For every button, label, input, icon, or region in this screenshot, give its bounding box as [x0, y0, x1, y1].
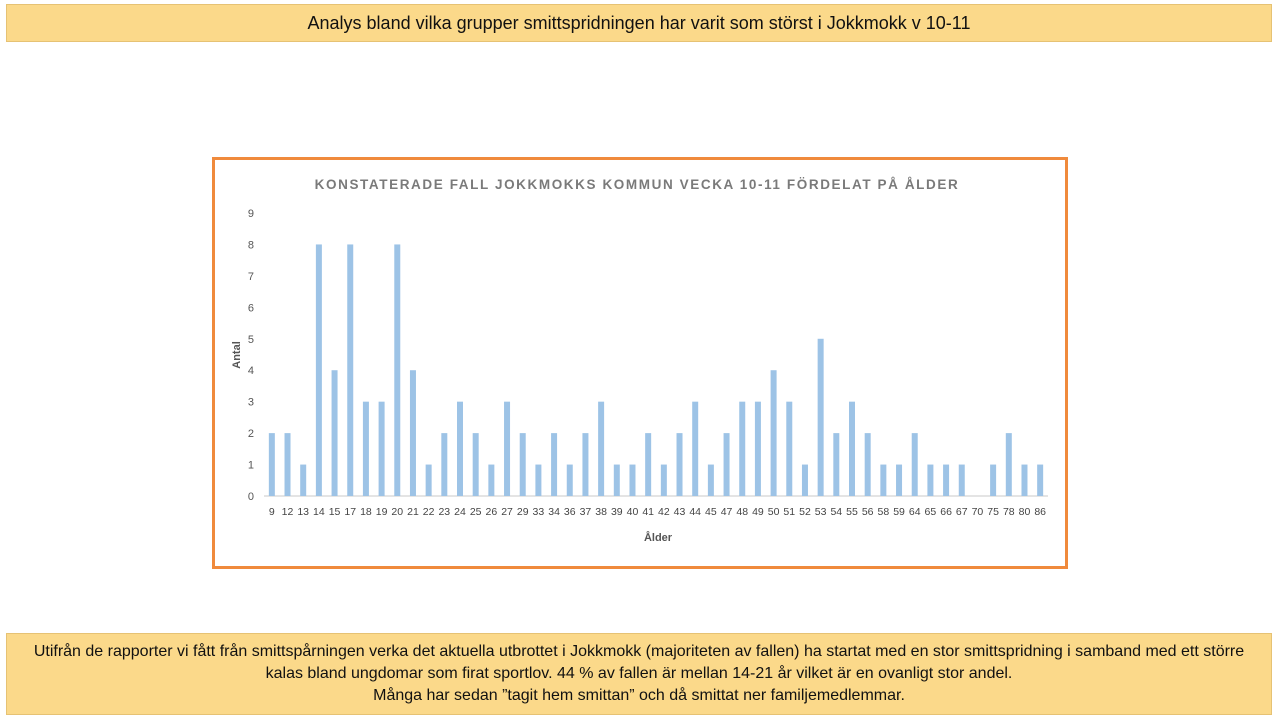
x-tick-label: 80 — [1018, 506, 1031, 518]
x-tick-label: 75 — [987, 506, 999, 518]
x-tick-label: 22 — [422, 506, 435, 518]
bar — [755, 402, 761, 496]
bar — [410, 370, 416, 496]
y-tick-label: 2 — [247, 428, 254, 441]
x-tick-label: 43 — [673, 506, 686, 518]
bar — [927, 465, 933, 496]
x-tick-label: 53 — [814, 506, 827, 518]
bar — [551, 433, 557, 496]
bar — [473, 433, 479, 496]
chart-title: KONSTATERADE FALL JOKKMOKKS KOMMUN VECKA 10-11 FÖRDELAT PÅ ÅLDER — [314, 177, 960, 192]
chart-frame — [212, 157, 1068, 569]
bar — [441, 433, 447, 496]
x-tick-label: 52 — [799, 506, 811, 518]
bar — [739, 402, 745, 496]
x-tick-label: 86 — [1034, 506, 1047, 518]
x-tick-label: 51 — [783, 506, 796, 518]
bar — [1037, 465, 1043, 496]
bar — [1021, 465, 1027, 496]
bar — [394, 244, 400, 496]
y-tick-label: 0 — [247, 491, 254, 503]
x-tick-label: 14 — [313, 506, 325, 518]
bar — [896, 465, 902, 496]
x-tick-label: 17 — [344, 506, 357, 518]
footer-line: Utifrån de rapporter vi fått från smittspårningen verka det aktuella utbrottet i Jokkmokk (majoriteten av fallen) ha startat med en stor smittspridning i samband med ett större — [33, 643, 1245, 660]
x-tick-label: 66 — [940, 506, 952, 518]
footer-line: kalas bland ungdomar som firat sportlov. 44 % av fallen är mellan 14-21 år vilket är en ovanligt stor andel. — [265, 665, 1013, 682]
bar — [959, 465, 965, 496]
bar — [535, 465, 541, 496]
bar — [880, 465, 886, 496]
x-tick-label: 13 — [297, 506, 310, 518]
bar — [1006, 433, 1012, 496]
y-tick-label: 6 — [247, 302, 254, 315]
x-tick-label: 39 — [610, 506, 623, 518]
y-tick-label: 3 — [247, 396, 254, 409]
x-tick-label: 50 — [767, 506, 780, 518]
x-tick-label: 20 — [391, 506, 404, 518]
x-tick-label: 26 — [485, 506, 498, 518]
x-tick-label: 44 — [689, 506, 702, 518]
x-tick-label: 47 — [720, 506, 733, 518]
bar — [614, 465, 620, 496]
bar — [786, 402, 792, 496]
bar — [661, 465, 667, 496]
x-tick-label: 38 — [595, 506, 607, 518]
y-tick-label: 8 — [247, 239, 254, 252]
x-tick-label: 64 — [908, 506, 921, 518]
bar — [598, 402, 604, 496]
bar — [629, 465, 635, 496]
x-tick-label: 9 — [268, 506, 275, 518]
x-tick-label: 78 — [1002, 506, 1015, 518]
bar — [332, 370, 338, 496]
y-tick-label: 9 — [247, 208, 254, 220]
bar — [285, 433, 291, 496]
bar — [818, 339, 824, 496]
page-title: Analys bland vilka grupper smittspridningen har varit som störst i Jokkmokk v 10-11 — [307, 12, 971, 33]
bar — [300, 465, 306, 496]
y-tick-label: 1 — [247, 459, 254, 472]
x-tick-label: 12 — [281, 506, 294, 518]
x-tick-label: 25 — [469, 506, 482, 518]
x-tick-label: 19 — [375, 506, 388, 518]
x-tick-label: 34 — [548, 506, 560, 518]
x-tick-label: 67 — [955, 506, 968, 518]
bar — [645, 433, 651, 496]
x-tick-label: 59 — [893, 506, 905, 518]
bar — [567, 465, 573, 496]
x-tick-label: 48 — [736, 506, 749, 518]
age-distribution-chart — [212, 157, 1068, 569]
x-tick-label: 33 — [532, 506, 545, 518]
x-tick-label: 23 — [438, 506, 451, 518]
x-tick-label: 18 — [360, 506, 372, 518]
x-tick-label: 29 — [516, 506, 529, 518]
footer-banner — [6, 633, 1272, 715]
x-tick-label: 56 — [861, 506, 874, 518]
header-banner — [6, 4, 1272, 42]
bar — [708, 465, 714, 496]
bar — [269, 433, 275, 496]
x-tick-label: 27 — [501, 506, 513, 518]
bar — [771, 370, 777, 496]
x-tick-label: 54 — [830, 506, 843, 518]
bar — [990, 465, 996, 496]
x-tick-label: 45 — [705, 506, 717, 518]
bar — [865, 433, 871, 496]
bar — [943, 465, 949, 496]
y-tick-label: 4 — [247, 365, 254, 378]
bar — [426, 465, 432, 496]
bar — [488, 465, 494, 496]
x-tick-label: 36 — [563, 506, 576, 518]
x-tick-label: 15 — [328, 506, 341, 518]
bar — [724, 433, 730, 496]
bar — [802, 465, 808, 496]
bar — [833, 433, 839, 496]
bar — [316, 244, 322, 496]
bar — [912, 433, 918, 496]
x-tick-label: 42 — [657, 506, 670, 518]
bar — [520, 433, 526, 496]
x-tick-label: 58 — [877, 506, 890, 518]
bar — [692, 402, 698, 496]
x-tick-label: 49 — [752, 506, 764, 518]
bar — [347, 244, 353, 496]
y-tick-label: 7 — [247, 270, 254, 283]
x-tick-label: 70 — [971, 506, 984, 518]
x-tick-label: 40 — [626, 506, 639, 518]
bar — [582, 433, 588, 496]
x-tick-label: 37 — [579, 506, 592, 518]
x-tick-label: 24 — [454, 506, 466, 518]
bar — [363, 402, 369, 496]
y-tick-label: 5 — [247, 333, 254, 346]
y-axis-label: Antal — [231, 341, 243, 369]
bar — [677, 433, 683, 496]
x-tick-label: 55 — [846, 506, 858, 518]
footer-line: Många har sedan ”tagit hem smittan” och då smittat ner familjemedlemmar. — [373, 687, 905, 704]
bar — [379, 402, 385, 496]
bar — [504, 402, 510, 496]
bar — [457, 402, 463, 496]
x-tick-label: 41 — [642, 506, 655, 518]
bar — [849, 402, 855, 496]
x-tick-label: 65 — [924, 506, 937, 518]
x-axis-label: Ålder — [643, 532, 673, 544]
x-tick-label: 21 — [407, 506, 419, 518]
